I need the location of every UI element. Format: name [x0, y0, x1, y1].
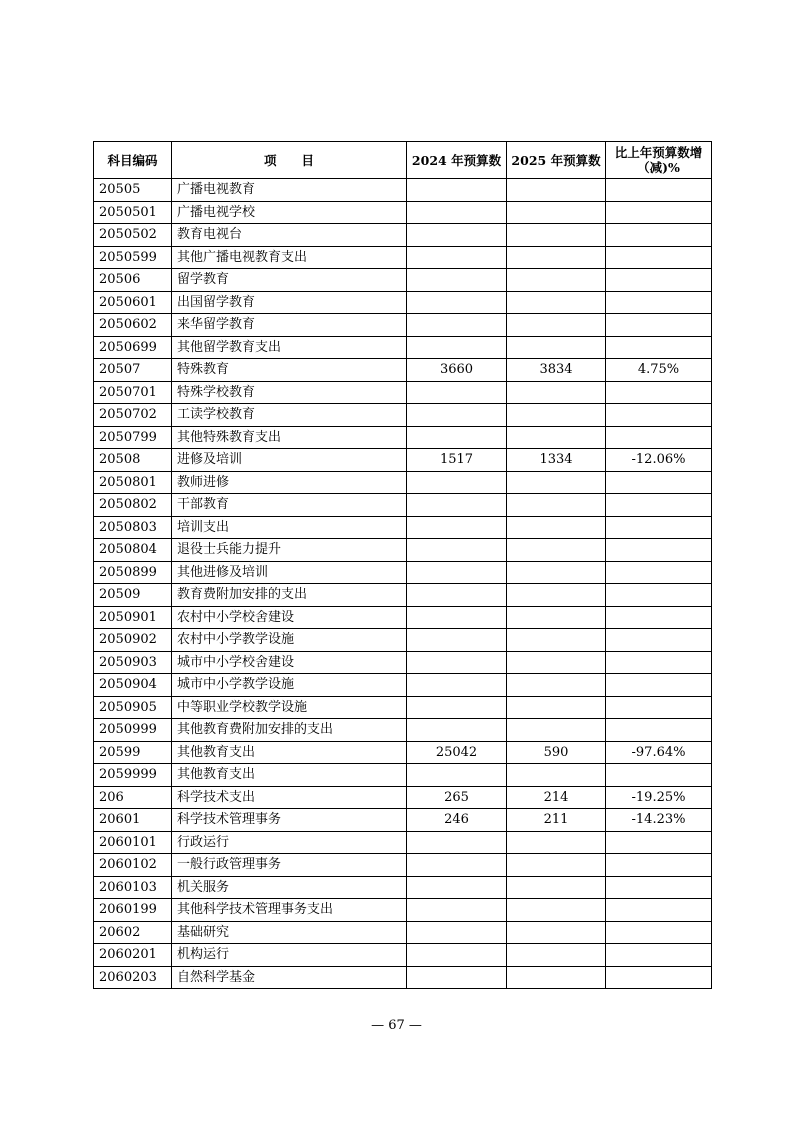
- table-row: [94, 876, 712, 899]
- cell-budget-2025: [507, 201, 606, 224]
- cell-change-percent: [606, 651, 712, 674]
- cell-budget-2024: 1517: [407, 449, 507, 472]
- cell-item-name: 来华留学教育: [172, 314, 407, 337]
- cell-budget-2024: [407, 764, 507, 787]
- cell-change-percent: [606, 944, 712, 967]
- cell-budget-2024: [407, 246, 507, 269]
- cell-code: 20507: [94, 359, 172, 382]
- cell-budget-2025: [507, 381, 606, 404]
- cell-change-percent: [606, 381, 712, 404]
- cell-budget-2025: [507, 696, 606, 719]
- cell-budget-2024: [407, 966, 507, 989]
- cell-budget-2024: [407, 674, 507, 697]
- cell-budget-2025: [507, 426, 606, 449]
- cell-budget-2024: [407, 314, 507, 337]
- cell-code: 2050802: [94, 494, 172, 517]
- header-budget-2025: 2025 年预算数: [507, 142, 606, 179]
- table-row: [94, 224, 712, 247]
- cell-budget-2025: [507, 876, 606, 899]
- cell-code: 2060199: [94, 899, 172, 922]
- table-row: [94, 831, 712, 854]
- cell-code: 2060102: [94, 854, 172, 877]
- cell-budget-2024: 246: [407, 809, 507, 832]
- cell-code: 2050702: [94, 404, 172, 427]
- cell-change-percent: [606, 246, 712, 269]
- cell-code: 2050999: [94, 719, 172, 742]
- table-row: [94, 269, 712, 292]
- cell-item-name: 其他特殊教育支出: [172, 426, 407, 449]
- cell-budget-2025: 590: [507, 741, 606, 764]
- cell-budget-2025: [507, 606, 606, 629]
- cell-budget-2024: [407, 381, 507, 404]
- cell-budget-2024: [407, 651, 507, 674]
- cell-item-name: 中等职业学校教学设施: [172, 696, 407, 719]
- cell-change-percent: [606, 539, 712, 562]
- cell-change-percent: -12.06%: [606, 449, 712, 472]
- cell-item-name: 退役士兵能力提升: [172, 539, 407, 562]
- cell-budget-2025: [507, 674, 606, 697]
- cell-code: 2060203: [94, 966, 172, 989]
- cell-code: 20601: [94, 809, 172, 832]
- table-row: [94, 539, 712, 562]
- table-row: [94, 404, 712, 427]
- table-row: [94, 786, 712, 809]
- cell-code: 2050804: [94, 539, 172, 562]
- cell-budget-2025: [507, 854, 606, 877]
- cell-change-percent: -14.23%: [606, 809, 712, 832]
- cell-budget-2024: [407, 426, 507, 449]
- cell-item-name: 其他教育费附加安排的支出: [172, 719, 407, 742]
- table-row: [94, 516, 712, 539]
- cell-code: 2050801: [94, 471, 172, 494]
- table-row: [94, 336, 712, 359]
- cell-item-name: 出国留学教育: [172, 291, 407, 314]
- header-item: 项 目: [172, 142, 407, 179]
- cell-budget-2025: [507, 471, 606, 494]
- cell-item-name: 农村中小学校舍建设: [172, 606, 407, 629]
- cell-change-percent: [606, 696, 712, 719]
- cell-change-percent: [606, 426, 712, 449]
- cell-budget-2025: [507, 629, 606, 652]
- cell-change-percent: -97.64%: [606, 741, 712, 764]
- cell-budget-2025: [507, 336, 606, 359]
- cell-code: 2060201: [94, 944, 172, 967]
- cell-item-name: 其他广播电视教育支出: [172, 246, 407, 269]
- cell-item-name: 其他进修及培训: [172, 561, 407, 584]
- cell-budget-2024: [407, 224, 507, 247]
- cell-item-name: 教师进修: [172, 471, 407, 494]
- cell-change-percent: [606, 876, 712, 899]
- cell-budget-2025: [507, 269, 606, 292]
- table-row: [94, 359, 712, 382]
- cell-item-name: 城市中小学教学设施: [172, 674, 407, 697]
- table-row: [94, 899, 712, 922]
- cell-budget-2024: [407, 201, 507, 224]
- cell-budget-2024: [407, 876, 507, 899]
- cell-item-name: 机关服务: [172, 876, 407, 899]
- cell-budget-2025: [507, 494, 606, 517]
- cell-budget-2025: [507, 944, 606, 967]
- cell-budget-2024: [407, 539, 507, 562]
- cell-item-name: 其他科学技术管理事务支出: [172, 899, 407, 922]
- cell-code: 20506: [94, 269, 172, 292]
- cell-budget-2025: 1334: [507, 449, 606, 472]
- cell-budget-2025: [507, 561, 606, 584]
- cell-item-name: 特殊学校教育: [172, 381, 407, 404]
- header-change: 比上年预算数增（减)%: [606, 142, 712, 179]
- cell-budget-2024: [407, 494, 507, 517]
- table-row: [94, 426, 712, 449]
- cell-code: 2050502: [94, 224, 172, 247]
- cell-item-name: 基础研究: [172, 921, 407, 944]
- cell-change-percent: [606, 674, 712, 697]
- cell-item-name: 培训支出: [172, 516, 407, 539]
- cell-code: 2050799: [94, 426, 172, 449]
- table-row: [94, 561, 712, 584]
- table-row: [94, 314, 712, 337]
- cell-change-percent: [606, 629, 712, 652]
- cell-budget-2025: 214: [507, 786, 606, 809]
- table-row: [94, 944, 712, 967]
- cell-code: 2050699: [94, 336, 172, 359]
- table-row: [94, 719, 712, 742]
- cell-budget-2025: [507, 921, 606, 944]
- table-row: [94, 449, 712, 472]
- table-header-row: [94, 142, 712, 179]
- cell-change-percent: [606, 764, 712, 787]
- cell-budget-2024: 265: [407, 786, 507, 809]
- table-row: [94, 381, 712, 404]
- cell-budget-2024: [407, 854, 507, 877]
- cell-code: 2050904: [94, 674, 172, 697]
- table-row: [94, 764, 712, 787]
- cell-change-percent: [606, 404, 712, 427]
- table-row: [94, 696, 712, 719]
- table-row: [94, 674, 712, 697]
- cell-change-percent: [606, 336, 712, 359]
- table-row: [94, 471, 712, 494]
- cell-budget-2024: [407, 516, 507, 539]
- cell-item-name: 其他教育支出: [172, 741, 407, 764]
- budget-table: [93, 141, 712, 989]
- cell-code: 2050601: [94, 291, 172, 314]
- cell-budget-2025: [507, 899, 606, 922]
- cell-budget-2024: 25042: [407, 741, 507, 764]
- cell-item-name: 留学教育: [172, 269, 407, 292]
- cell-change-percent: [606, 471, 712, 494]
- cell-code: 20599: [94, 741, 172, 764]
- cell-item-name: 科学技术支出: [172, 786, 407, 809]
- table-body: [94, 179, 712, 989]
- cell-budget-2024: 3660: [407, 359, 507, 382]
- cell-budget-2024: [407, 336, 507, 359]
- cell-change-percent: [606, 516, 712, 539]
- table-row: [94, 606, 712, 629]
- cell-code: 2050701: [94, 381, 172, 404]
- cell-item-name: 工读学校教育: [172, 404, 407, 427]
- cell-budget-2025: [507, 246, 606, 269]
- cell-code: 2050905: [94, 696, 172, 719]
- cell-budget-2025: [507, 404, 606, 427]
- table-row: [94, 651, 712, 674]
- table-row: [94, 494, 712, 517]
- cell-code: 20509: [94, 584, 172, 607]
- cell-budget-2025: [507, 719, 606, 742]
- cell-change-percent: 4.75%: [606, 359, 712, 382]
- cell-budget-2024: [407, 831, 507, 854]
- cell-code: 2050599: [94, 246, 172, 269]
- table-row: [94, 966, 712, 989]
- cell-code: 20602: [94, 921, 172, 944]
- cell-change-percent: -19.25%: [606, 786, 712, 809]
- cell-change-percent: [606, 179, 712, 202]
- table-row: [94, 246, 712, 269]
- cell-item-name: 广播电视学校: [172, 201, 407, 224]
- cell-budget-2025: 211: [507, 809, 606, 832]
- cell-item-name: 其他教育支出: [172, 764, 407, 787]
- table-row: [94, 921, 712, 944]
- cell-budget-2025: [507, 651, 606, 674]
- cell-budget-2024: [407, 921, 507, 944]
- cell-budget-2025: [507, 584, 606, 607]
- header-budget-2024: 2024 年预算数: [407, 142, 507, 179]
- table-row: [94, 741, 712, 764]
- table-row: [94, 809, 712, 832]
- cell-item-name: 教育费附加安排的支出: [172, 584, 407, 607]
- cell-budget-2024: [407, 291, 507, 314]
- cell-budget-2025: [507, 314, 606, 337]
- cell-budget-2024: [407, 606, 507, 629]
- cell-item-name: 机构运行: [172, 944, 407, 967]
- table-row: [94, 584, 712, 607]
- cell-budget-2024: [407, 471, 507, 494]
- cell-item-name: 特殊教育: [172, 359, 407, 382]
- cell-change-percent: [606, 224, 712, 247]
- cell-budget-2024: [407, 944, 507, 967]
- cell-change-percent: [606, 921, 712, 944]
- cell-change-percent: [606, 854, 712, 877]
- cell-item-name: 一般行政管理事务: [172, 854, 407, 877]
- cell-change-percent: [606, 831, 712, 854]
- cell-code: 2050803: [94, 516, 172, 539]
- cell-change-percent: [606, 269, 712, 292]
- cell-budget-2024: [407, 629, 507, 652]
- cell-budget-2024: [407, 404, 507, 427]
- cell-budget-2025: [507, 966, 606, 989]
- cell-budget-2024: [407, 899, 507, 922]
- cell-item-name: 城市中小学校舍建设: [172, 651, 407, 674]
- cell-change-percent: [606, 494, 712, 517]
- cell-item-name: 进修及培训: [172, 449, 407, 472]
- cell-budget-2024: [407, 179, 507, 202]
- cell-budget-2025: [507, 764, 606, 787]
- cell-change-percent: [606, 966, 712, 989]
- page-number: — 67 —: [371, 1018, 422, 1033]
- cell-change-percent: [606, 291, 712, 314]
- cell-change-percent: [606, 201, 712, 224]
- cell-code: 20508: [94, 449, 172, 472]
- cell-item-name: 自然科学基金: [172, 966, 407, 989]
- table-row: [94, 179, 712, 202]
- cell-code: 20505: [94, 179, 172, 202]
- cell-budget-2024: [407, 719, 507, 742]
- cell-budget-2024: [407, 696, 507, 719]
- cell-budget-2025: [507, 291, 606, 314]
- cell-item-name: 其他留学教育支出: [172, 336, 407, 359]
- cell-change-percent: [606, 606, 712, 629]
- cell-budget-2024: [407, 561, 507, 584]
- cell-budget-2025: 3834: [507, 359, 606, 382]
- table-row: [94, 629, 712, 652]
- cell-code: 206: [94, 786, 172, 809]
- cell-change-percent: [606, 719, 712, 742]
- cell-code: 2050903: [94, 651, 172, 674]
- cell-code: 2050899: [94, 561, 172, 584]
- cell-budget-2025: [507, 539, 606, 562]
- table-row: [94, 291, 712, 314]
- cell-change-percent: [606, 314, 712, 337]
- cell-code: 2060101: [94, 831, 172, 854]
- cell-code: 2060103: [94, 876, 172, 899]
- cell-item-name: 广播电视教育: [172, 179, 407, 202]
- header-code: 科目编码: [94, 142, 172, 179]
- table-row: [94, 854, 712, 877]
- cell-budget-2025: [507, 831, 606, 854]
- cell-code: 2050501: [94, 201, 172, 224]
- cell-item-name: 行政运行: [172, 831, 407, 854]
- cell-change-percent: [606, 899, 712, 922]
- cell-code: 2050901: [94, 606, 172, 629]
- cell-budget-2025: [507, 179, 606, 202]
- cell-change-percent: [606, 584, 712, 607]
- cell-item-name: 农村中小学教学设施: [172, 629, 407, 652]
- cell-budget-2024: [407, 584, 507, 607]
- cell-item-name: 教育电视台: [172, 224, 407, 247]
- cell-budget-2024: [407, 269, 507, 292]
- cell-item-name: 干部教育: [172, 494, 407, 517]
- cell-code: 2050902: [94, 629, 172, 652]
- cell-code: 2050602: [94, 314, 172, 337]
- cell-change-percent: [606, 561, 712, 584]
- cell-budget-2025: [507, 224, 606, 247]
- cell-budget-2025: [507, 516, 606, 539]
- table-row: [94, 201, 712, 224]
- cell-code: 2059999: [94, 764, 172, 787]
- cell-item-name: 科学技术管理事务: [172, 809, 407, 832]
